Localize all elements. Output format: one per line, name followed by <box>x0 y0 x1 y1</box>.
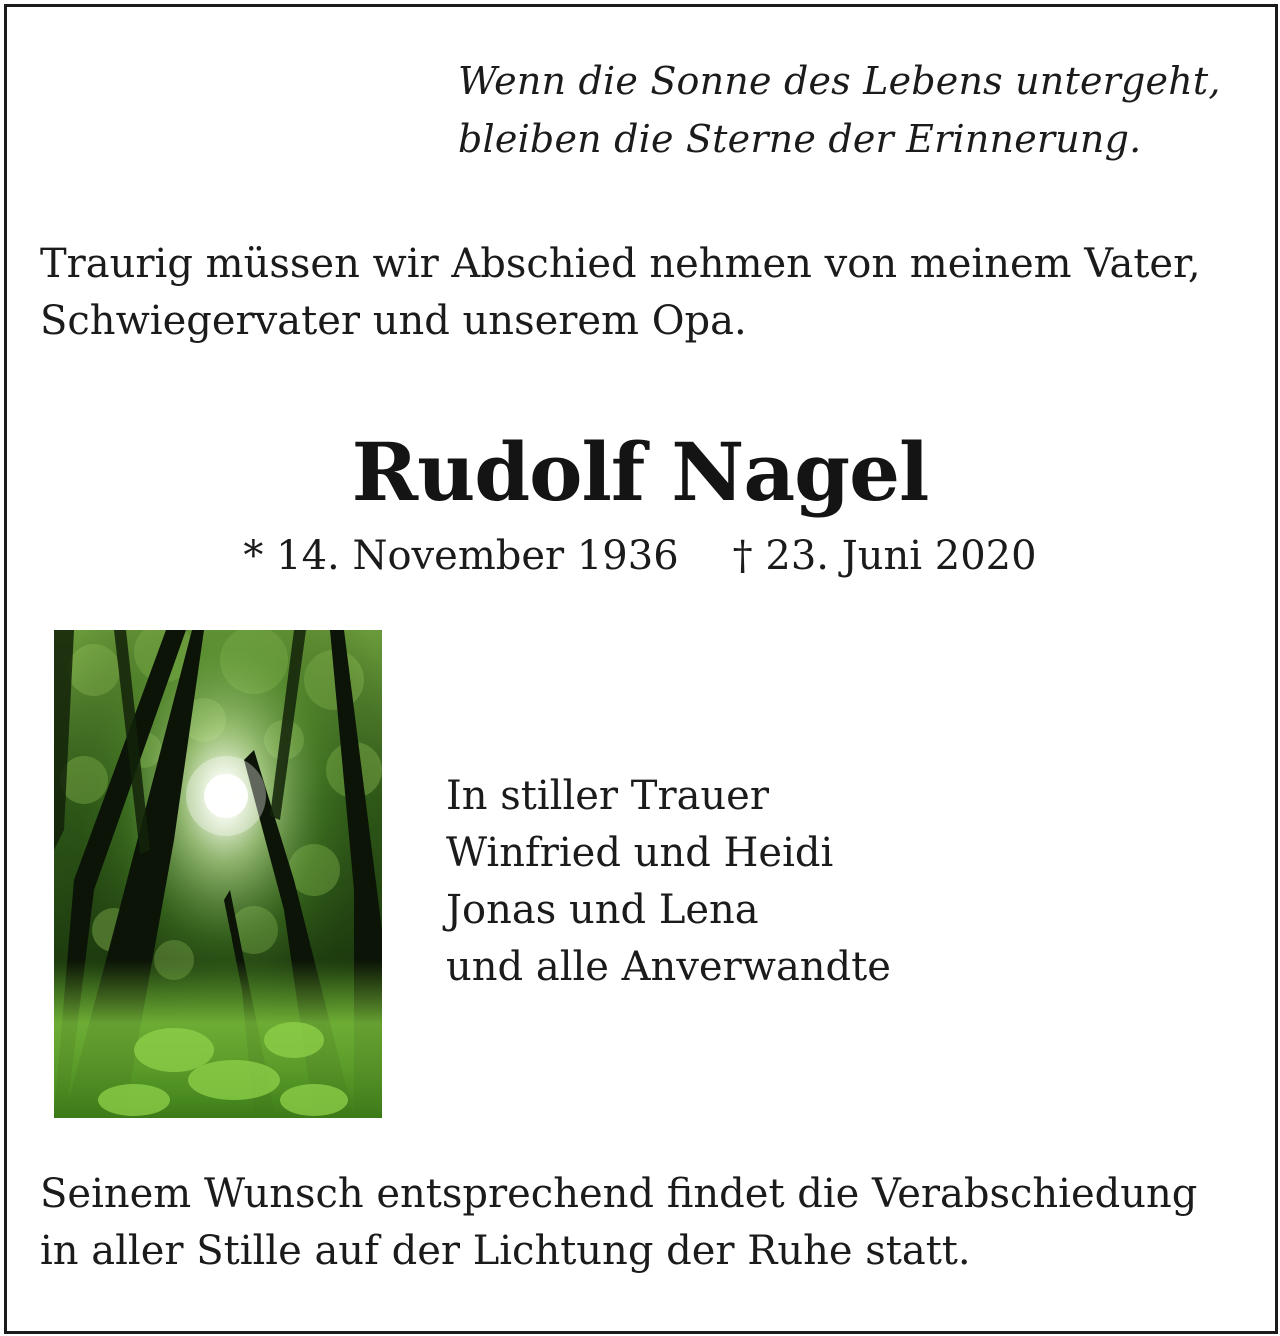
closing-line: Seinem Wunsch entsprechend findet die Verabschiedung <box>40 1171 1198 1217</box>
quote-line: Wenn die Sonne des Lebens untergeht, <box>458 59 1221 103</box>
mourners-line: Winfried und Heidi <box>446 830 834 876</box>
memorial-quote <box>458 52 1258 168</box>
forest-sunlight-image <box>54 630 382 1118</box>
closing-line: in aller Stille auf der Lichtung der Ruhe statt. <box>40 1228 971 1274</box>
birth-date: * 14. November 1936 <box>243 533 679 579</box>
forest-illustration <box>54 630 382 1118</box>
mourners-line: und alle Anverwandte <box>446 944 891 990</box>
closing-text <box>40 1166 1250 1280</box>
intro-line: Schwiegervater und unserem Opa. <box>40 298 747 344</box>
intro-text <box>40 236 1250 350</box>
mourners-list <box>446 768 1226 996</box>
quote-line: bleiben die Sterne der Erinnerung. <box>458 117 1142 161</box>
intro-line: Traurig müssen wir Abschied nehmen von meinem Vater, <box>40 241 1201 287</box>
death-date: † 23. Juni 2020 <box>732 533 1037 579</box>
mourners-line: In stiller Trauer <box>446 773 769 819</box>
mourners-line: Jonas und Lena <box>446 887 759 933</box>
life-dates <box>0 528 1280 584</box>
deceased-name: Rudolf Nagel <box>351 425 929 519</box>
